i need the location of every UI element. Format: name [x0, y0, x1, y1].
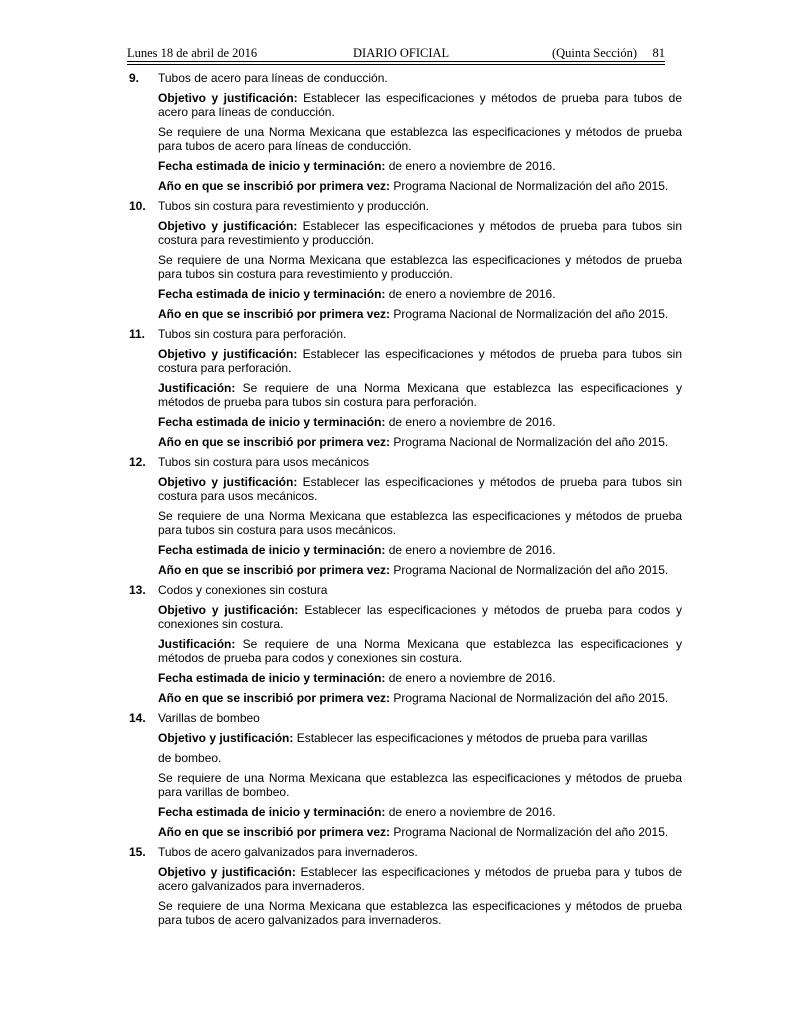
objetivo-text: Establecer las especificaciones y métodos de prueba para varillas: [296, 731, 648, 745]
item-heading: [129, 199, 682, 213]
item-number: 14.: [129, 711, 146, 725]
objetivo-text: Establecer las especificaciones y métodos de prueba para tubos sin costura para perforación.: [158, 347, 683, 375]
anio-label: Año en que se inscribió por primera vez:: [158, 825, 391, 839]
item-title: Codos y conexiones sin costura: [158, 583, 328, 597]
item-number: 12.: [129, 455, 146, 469]
justificacion-text: Se requiere de una Norma Mexicana que establezca las especificaciones y métodos de prueba para codos y conexiones sin costura.: [158, 637, 682, 665]
requirement-paragraph: Se requiere de una Norma Mexicana que establezca las especificaciones y métodos de prueba para varillas de bombeo.: [158, 771, 682, 799]
item-title: Tubos sin costura para perforación.: [158, 327, 347, 341]
list-item: [129, 455, 682, 577]
requirement-paragraph: Se requiere de una Norma Mexicana que establezca las especificaciones y métodos de prueba para tubos de acero para líneas de conducción.: [158, 125, 682, 153]
fecha-paragraph: [158, 671, 682, 685]
objetivo-text: Establecer las especificaciones y métodos de prueba para codos y conexiones sin costura.: [158, 603, 682, 631]
item-number: 13.: [129, 583, 146, 597]
list-item: [129, 711, 682, 839]
anio-paragraph: [158, 307, 682, 321]
anio-text: Programa Nacional de Normalización del año 2015.: [393, 825, 669, 839]
fecha-paragraph: [158, 805, 682, 819]
objetivo-paragraph: [158, 91, 682, 119]
fecha-text: de enero a noviembre de 2016.: [388, 805, 556, 819]
anio-label: Año en que se inscribió por primera vez:: [158, 307, 391, 321]
objetivo-text: Establecer las especificaciones y métodos de prueba para tubos de acero para líneas de conducción.: [158, 91, 682, 119]
objetivo-paragraph: [158, 603, 682, 631]
item-title: Tubos de acero galvanizados para invernaderos.: [158, 845, 418, 859]
objetivo-paragraph: [158, 475, 682, 503]
fecha-paragraph: [158, 415, 682, 429]
header-title: DIARIO OFICIAL: [353, 46, 450, 60]
fecha-text: de enero a noviembre de 2016.: [388, 543, 556, 557]
anio-label: Año en que se inscribió por primera vez:: [158, 563, 391, 577]
item-number: 10.: [129, 199, 146, 213]
objetivo-text: Establecer las especificaciones y métodos de prueba para tubos sin costura para revestimiento y producción.: [158, 219, 683, 247]
fecha-paragraph: [158, 287, 682, 301]
item-heading: [129, 455, 682, 469]
header-rule-bottom: [127, 64, 665, 65]
document-body: [129, 71, 682, 933]
anio-text: Programa Nacional de Normalización del año 2015.: [393, 563, 669, 577]
item-number: 9.: [129, 71, 140, 85]
item-title: Tubos sin costura para usos mecánicos: [158, 455, 369, 469]
justificacion-paragraph: [158, 381, 682, 409]
header-section: (Quinta Sección): [551, 46, 637, 60]
list-item: [129, 845, 682, 927]
anio-paragraph: [158, 825, 682, 839]
anio-text: Programa Nacional de Normalización del año 2015.: [393, 435, 669, 449]
item-heading: [129, 327, 682, 341]
objetivo-paragraph: [158, 731, 682, 745]
fecha-label: Fecha estimada de inicio y terminación:: [158, 671, 386, 685]
item-title: Varillas de bombeo: [158, 711, 260, 725]
fecha-label: Fecha estimada de inicio y terminación:: [158, 543, 386, 557]
objetivo-label: Objetivo y justificación:: [158, 475, 298, 489]
anio-label: Año en que se inscribió por primera vez:: [158, 435, 391, 449]
fecha-paragraph: [158, 543, 682, 557]
fecha-text: de enero a noviembre de 2016.: [388, 159, 556, 173]
justificacion-label: Justificación:: [158, 637, 236, 651]
header-date: Lunes 18 de abril de 2016: [127, 46, 258, 60]
header-page-number: 81: [652, 46, 665, 60]
requirement-paragraph: Se requiere de una Norma Mexicana que establezca las especificaciones y métodos de prueba para tubos de acero galvanizados para invernaderos.: [158, 899, 682, 927]
anio-label: Año en que se inscribió por primera vez:: [158, 179, 391, 193]
header-rule-top: [127, 61, 665, 62]
objetivo-label: Objetivo y justificación:: [158, 603, 299, 617]
item-title: Tubos de acero para líneas de conducción.: [158, 71, 388, 85]
justificacion-label: Justificación:: [158, 381, 236, 395]
item-number: 11.: [129, 327, 146, 341]
list-item: [129, 71, 682, 193]
item-heading: [129, 711, 682, 725]
item-heading: [129, 583, 682, 597]
objetivo-paragraph: [158, 347, 682, 375]
anio-text: Programa Nacional de Normalización del año 2015.: [393, 691, 669, 705]
objetivo-label: Objetivo y justificación:: [158, 865, 296, 879]
fecha-text: de enero a noviembre de 2016.: [388, 415, 556, 429]
fecha-paragraph: [158, 159, 682, 173]
fecha-text: de enero a noviembre de 2016.: [388, 287, 556, 301]
objetivo-label: Objetivo y justificación:: [158, 347, 298, 361]
fecha-label: Fecha estimada de inicio y terminación:: [158, 287, 386, 301]
objetivo-paragraph: [158, 219, 682, 247]
list-item: [129, 583, 682, 705]
objetivo-paragraph: [158, 865, 682, 893]
anio-text: Programa Nacional de Normalización del año 2015.: [393, 179, 669, 193]
objetivo-text: Establecer las especificaciones y métodos de prueba para y tubos de acero galvanizados para invernaderos.: [158, 865, 683, 893]
objetivo-label: Objetivo y justificación:: [158, 219, 298, 233]
anio-paragraph: [158, 563, 682, 577]
objetivo-label: Objetivo y justificación:: [158, 91, 298, 105]
item-number: 15.: [129, 845, 146, 859]
item-heading: [129, 845, 682, 859]
fecha-label: Fecha estimada de inicio y terminación:: [158, 159, 386, 173]
requirement-paragraph: Se requiere de una Norma Mexicana que establezca las especificaciones y métodos de prueba para tubos sin costura para usos mecánicos.: [158, 509, 682, 537]
list-item: [129, 199, 682, 321]
anio-paragraph: [158, 691, 682, 705]
page-header: [127, 45, 665, 61]
requirement-paragraph: Se requiere de una Norma Mexicana que establezca las especificaciones y métodos de prueba para tubos sin costura para revestimiento y producción.: [158, 253, 682, 281]
objetivo-text: Establecer las especificaciones y métodos de prueba para tubos sin costura para usos mecánicos.: [158, 475, 683, 503]
anio-label: Año en que se inscribió por primera vez:: [158, 691, 391, 705]
item-title: Tubos sin costura para revestimiento y producción.: [158, 199, 430, 213]
fecha-label: Fecha estimada de inicio y terminación:: [158, 415, 386, 429]
objetivo-continuation: de bombeo.: [158, 751, 222, 765]
anio-text: Programa Nacional de Normalización del año 2015.: [393, 307, 669, 321]
anio-paragraph: [158, 435, 682, 449]
objetivo-label: Objetivo y justificación:: [158, 731, 294, 745]
justificacion-text: Se requiere de una Norma Mexicana que establezca las especificaciones y métodos de prueba para tubos sin costura para perforación.: [158, 381, 682, 409]
justificacion-paragraph: [158, 637, 682, 665]
fecha-text: de enero a noviembre de 2016.: [388, 671, 556, 685]
anio-paragraph: [158, 179, 682, 193]
fecha-label: Fecha estimada de inicio y terminación:: [158, 805, 386, 819]
list-item: [129, 327, 682, 449]
item-heading: [129, 71, 682, 85]
